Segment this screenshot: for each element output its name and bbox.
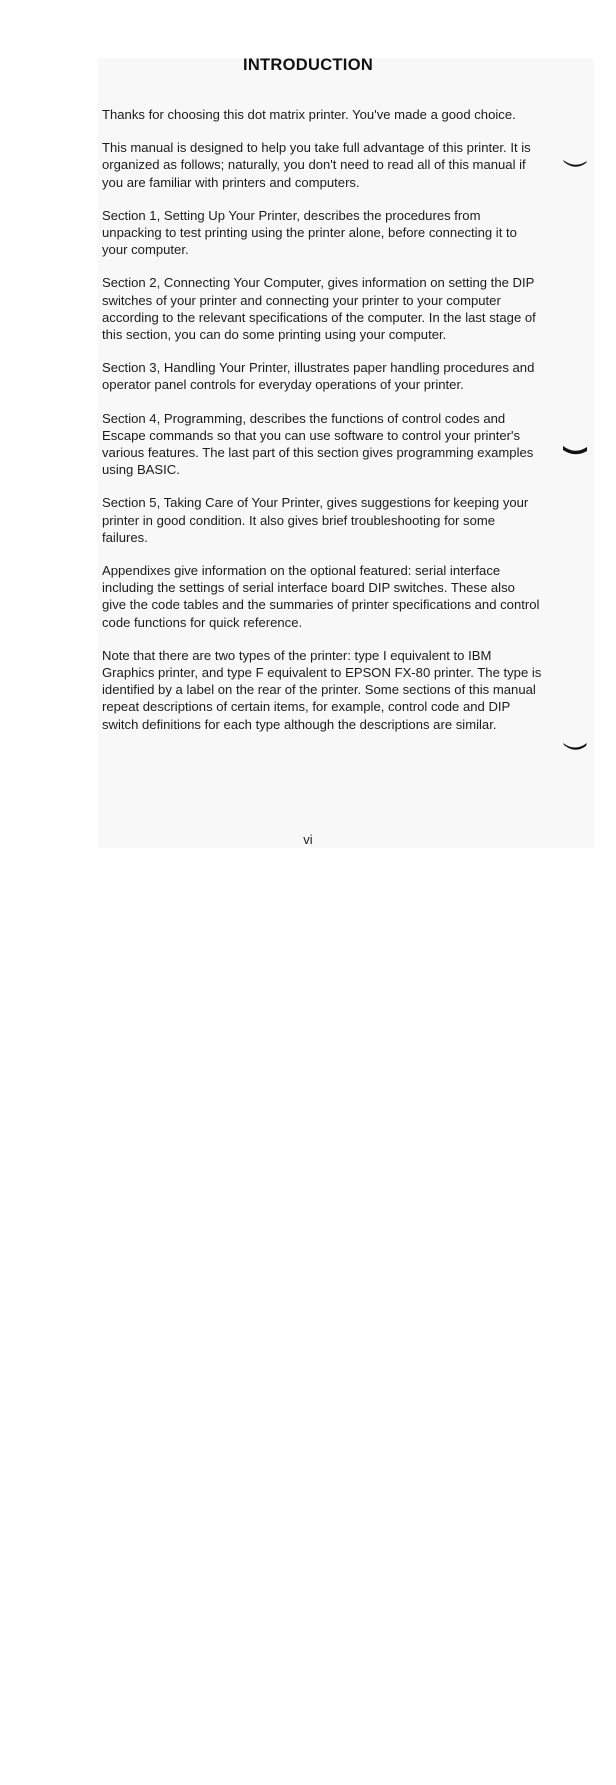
- paragraph-section-5: Section 5, Taking Care of Your Printer, gives suggestions for keeping your printer in good condition. It also gives brief troubleshooting for some failures.: [102, 495, 529, 545]
- document-body: [102, 106, 542, 749]
- page-number: vi: [303, 832, 313, 847]
- paragraph-intro: Thanks for choosing this dot matrix printer. You've made a good choice.: [102, 107, 516, 122]
- paragraph-section-2: Section 2, Connecting Your Computer, gives information on setting the DIP switches of your printer and connecting your printer to your computer according to the relevant specifications of the computer. In the last stage of this section, you can do some printing using your computer.: [102, 275, 536, 343]
- paragraph-section-4: Section 4, Programming, describes the functions of control codes and Escape commands so that you can use software to control your printer's various features. The last part of this section gives programming examples using BASIC.: [102, 410, 534, 478]
- binding-hole-mark-top: [562, 157, 588, 169]
- binding-hole-mark-bottom: [562, 740, 588, 752]
- page-title: INTRODUCTION: [242, 56, 374, 74]
- paragraph-section-1: Section 1, Setting Up Your Printer, describes the procedures from unpacking to test printing using the printer alone, before connecting it to your computer.: [102, 207, 517, 258]
- paragraph-printer-types: Note that there are two types of the printer: type I equivalent to IBM Graphics printer, and type F equivalent to EPSON FX-80 printer. The type is identified by a label on the rear of the printer. Some sections of this manual repeat descriptions of certain items, for example, control code and DIP switch definitions for each type although the descriptions are similar.: [102, 647, 542, 732]
- binding-hole-mark-middle: [562, 444, 588, 456]
- paragraph-manual-organization: This manual is designed to help you take full advantage of this printer. It is organized as follows; naturally, you don't need to read all of this manual if you are familiar with printers and computers.: [102, 140, 531, 190]
- paragraph-appendixes: Appendixes give information on the optional featured: serial interface including the settings of serial interface board DIP switches. These also give the code tables and the summaries of printer specifications and control code functions for quick reference.: [102, 563, 540, 630]
- paragraph-section-3: Section 3, Handling Your Printer, illustrates paper handling procedures and operator panel controls for everyday operations of your printer.: [102, 360, 535, 393]
